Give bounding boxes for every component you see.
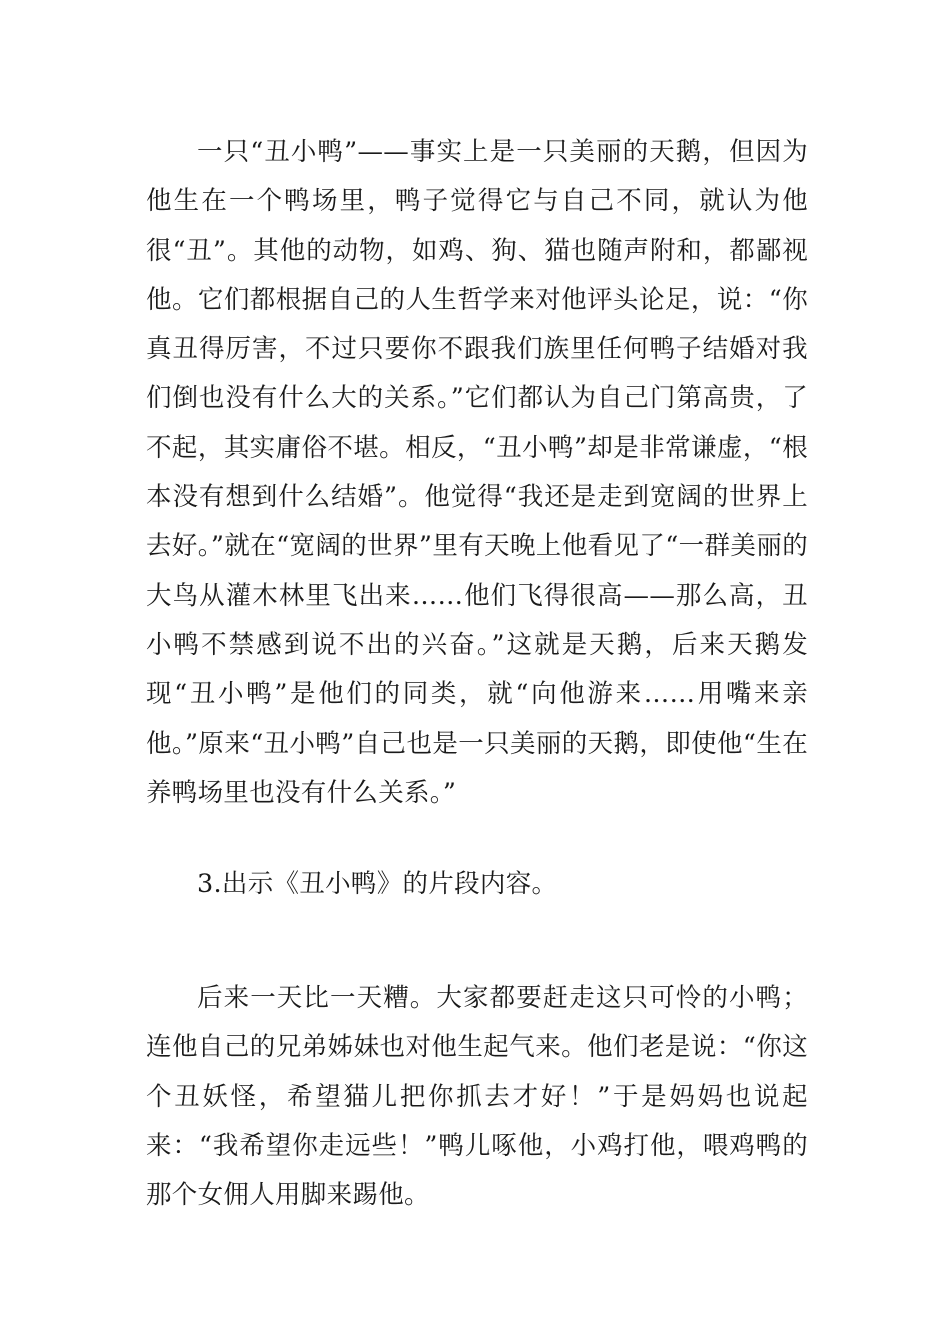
step-heading-show-excerpt: 3.出示《丑小鸭》的片段内容。 bbox=[197, 869, 558, 899]
body-paragraph-ugly-duckling-analysis: 一只“丑小鸭”——事实上是一只美丽的天鹅，但因为他生在一个鸭场里，鸭子觉得它与自己不同，就认为他很“丑”。其他的动物，如鸡、狗、猫也随声附和，都鄙视他。它们都根据自己的人生哲学来对他评头论足，说：“你真丑得厉害，不过只要你不跟我们族里任何鸭子结婚对我们倒也没有什么大的关系。”它们都认为自己门第高贵，了不起，其实庸俗不堪。相反，“丑小鸭”却是非常谦虚，“根本没有想到什么结婚”。他觉得“我还是走到宽阔的世界上去好。”就在“宽阔的世界”里有天晚上他看见了“一群美丽的大鸟从灌木林里飞出来……他们飞得很高——那么高，丑小鸭不禁感到说不出的兴奋。”这就是天鹅，后来天鹅发现“丑小鸭”是他们的同类，就“向他游来……用嘴来亲他。”原来“丑小鸭”自己也是一只美丽的天鹅，即使他“生在养鸭场里也没有什么关系。” bbox=[146, 137, 808, 808]
body-paragraph-excerpt: 后来一天比一天糟。大家都要赶走这只可怜的小鸭；连他自己的兄弟姊妹也对他生起气来。他们老是说：“你这个丑妖怪，希望猫儿把你抓去才好！”于是妈妈也说起来：“我希望你走远些！”鸭儿啄他，小鸡打他，喂鸡鸭的那个女佣人用脚来踢他。 bbox=[146, 983, 808, 1211]
